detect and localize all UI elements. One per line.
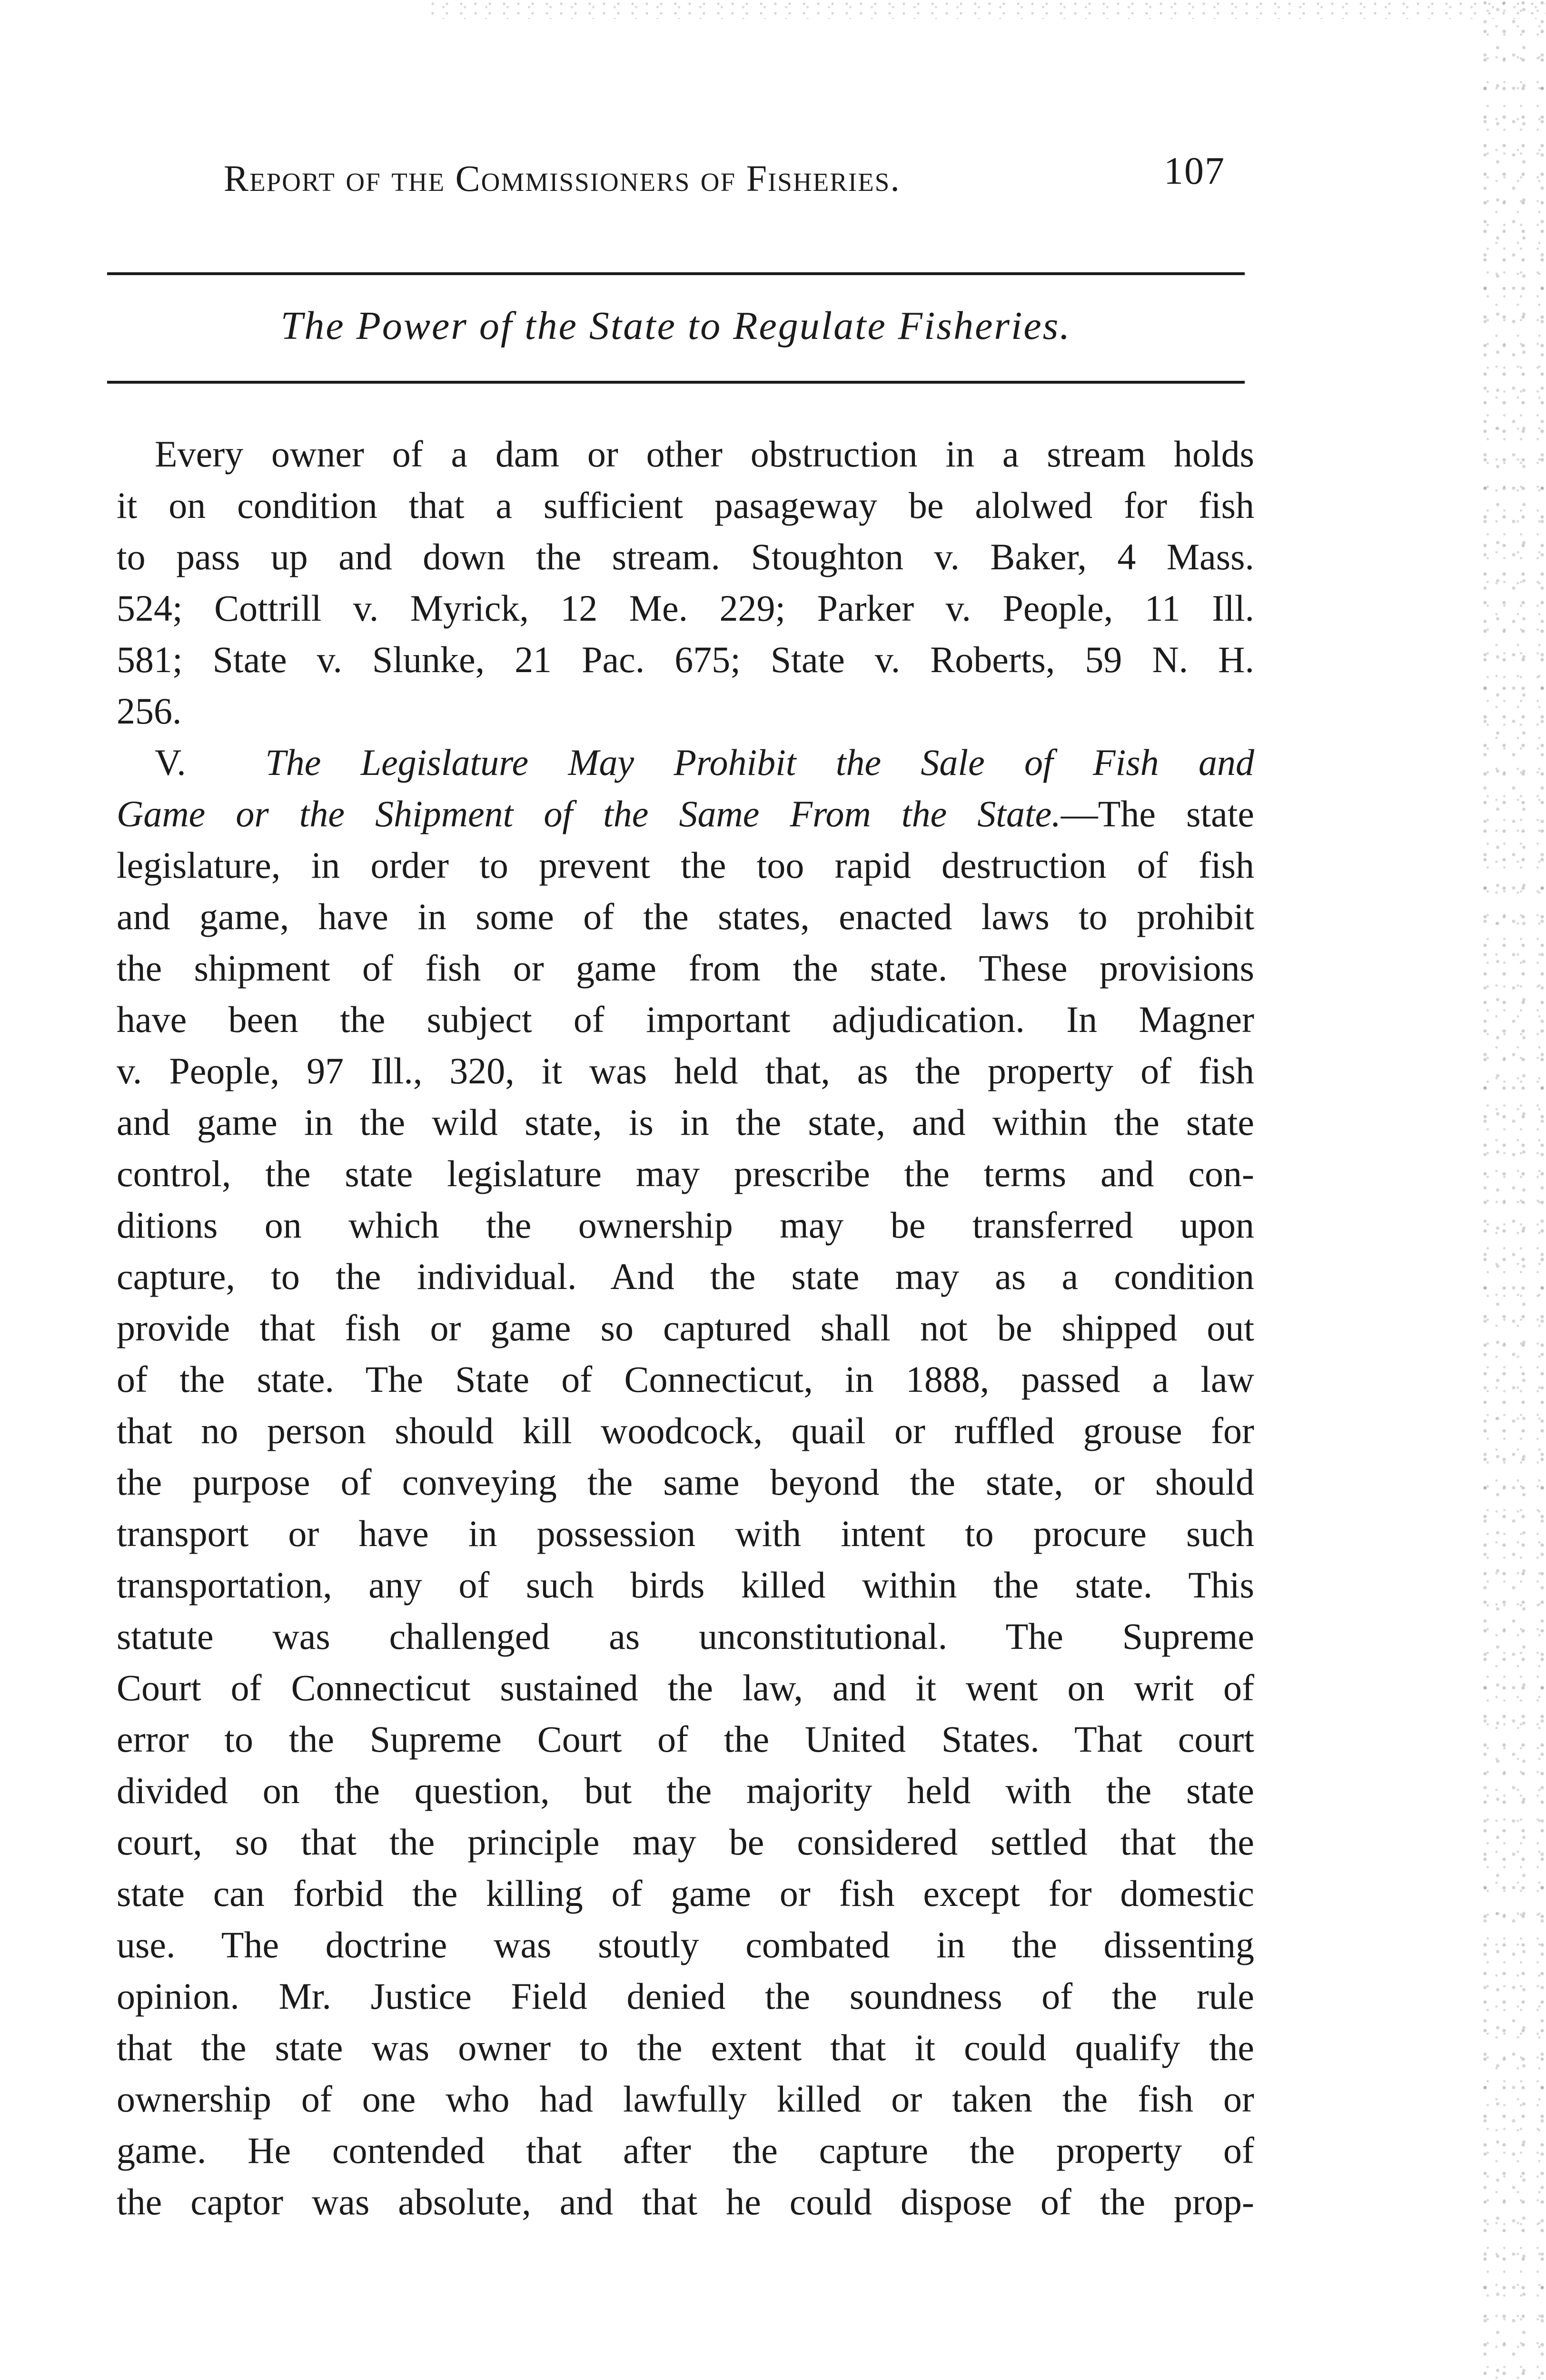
body-line: court, so that the principle may be considered settled that the <box>117 1821 1254 1863</box>
section-title: The Power of the State to Regulate Fisheries. <box>280 304 1071 348</box>
section-v-continuation: —The state <box>1060 793 1254 834</box>
body-line: 256. <box>117 690 182 732</box>
body-line: transport or have in possession with intent to procure such <box>117 1513 1254 1554</box>
body-line: Every owner of a dam or other obstruction in a stream holds <box>155 433 1254 475</box>
body-line: of the state. The State of Connecticut, in 1888, passed a law <box>117 1359 1254 1400</box>
section-v-numeral: V. <box>155 742 186 783</box>
body-line: use. The doctrine was stoutly combated in the dissenting <box>117 1924 1254 1965</box>
body-line: error to the Supreme Court of the United States. That court <box>117 1718 1254 1760</box>
title-rule-bottom <box>107 381 1245 384</box>
title-rule-top <box>107 272 1245 275</box>
body-line: opinion. Mr. Justice Field denied the soundness of the rule <box>117 1975 1254 2017</box>
body-line: divided on the question, but the majority held with the state <box>117 1770 1254 1811</box>
body-line: capture, to the individual. And the state may as a condition <box>117 1256 1254 1297</box>
body-line: and game in the wild state, is in the state, and within the state <box>117 1101 1254 1143</box>
body-line: it on condition that a sufficient pasageway be alolwed for fish <box>117 485 1254 526</box>
body-line: state can forbid the killing of game or fish except for domestic <box>117 1873 1254 1914</box>
body-line: transportation, any of such birds killed within the state. This <box>117 1564 1254 1606</box>
body-line: 524; Cottrill v. Myrick, 12 Me. 229; Parker v. People, 11 Ill. <box>117 587 1254 629</box>
body-line: ditions on which the ownership may be transferred upon <box>117 1204 1254 1246</box>
body-line: ownership of one who had lawfully killed or taken the fish or <box>117 2078 1254 2120</box>
body-line: the captor was absolute, and that he could dispose of the prop- <box>117 2181 1254 2222</box>
running-title: Report of the Commissioners of Fisheries. <box>224 158 901 199</box>
body-line: the shipment of fish or game from the state. These provisions <box>117 947 1254 989</box>
body-line: game. He contended that after the capture the property of <box>117 2130 1254 2171</box>
body-line: that no person should kill woodcock, quail or ruffled grouse for <box>117 1410 1254 1451</box>
running-head <box>224 149 1225 209</box>
body-line: v. People, 97 Ill., 320, it was held that, as the property of fish <box>117 1050 1254 1091</box>
scan-noise-top <box>428 0 1546 19</box>
section-v-heading-line-1 <box>155 737 1254 788</box>
section-v-heading-line-2 <box>117 788 1254 840</box>
body-line: legislature, in order to prevent the too rapid destruction of fish <box>117 844 1254 886</box>
body-line: statute was challenged as unconstitutional. The Supreme <box>117 1616 1254 1657</box>
body-line: provide that fish or game so captured shall not be shipped out <box>117 1307 1254 1349</box>
body-line: and game, have in some of the states, enacted laws to prohibit <box>117 896 1254 937</box>
body-line: control, the state legislature may prescribe the terms and con- <box>117 1153 1254 1194</box>
page-number: 107 <box>1164 149 1225 192</box>
scan-noise-right-edge <box>1479 0 1546 2380</box>
body-line: to pass up and down the stream. Stoughton v. Baker, 4 Mass. <box>117 536 1254 577</box>
body-line: that the state was owner to the extent that it could qualify the <box>117 2027 1254 2068</box>
body-line: Court of Connecticut sustained the law, and it went on writ of <box>117 1667 1254 1708</box>
body-line: 581; State v. Slunke, 21 Pac. 675; State v. Roberts, 59 N. H. <box>117 639 1254 680</box>
body-line: the purpose of conveying the same beyond the state, or should <box>117 1461 1254 1503</box>
body-line: have been the subject of important adjudication. In Magner <box>117 999 1254 1040</box>
section-v-heading-text-1: The Legislature May Prohibit the Sale of Fish and <box>265 742 1254 783</box>
section-v-heading-text-2: Game or the Shipment of the Same From the State. <box>117 793 1061 834</box>
